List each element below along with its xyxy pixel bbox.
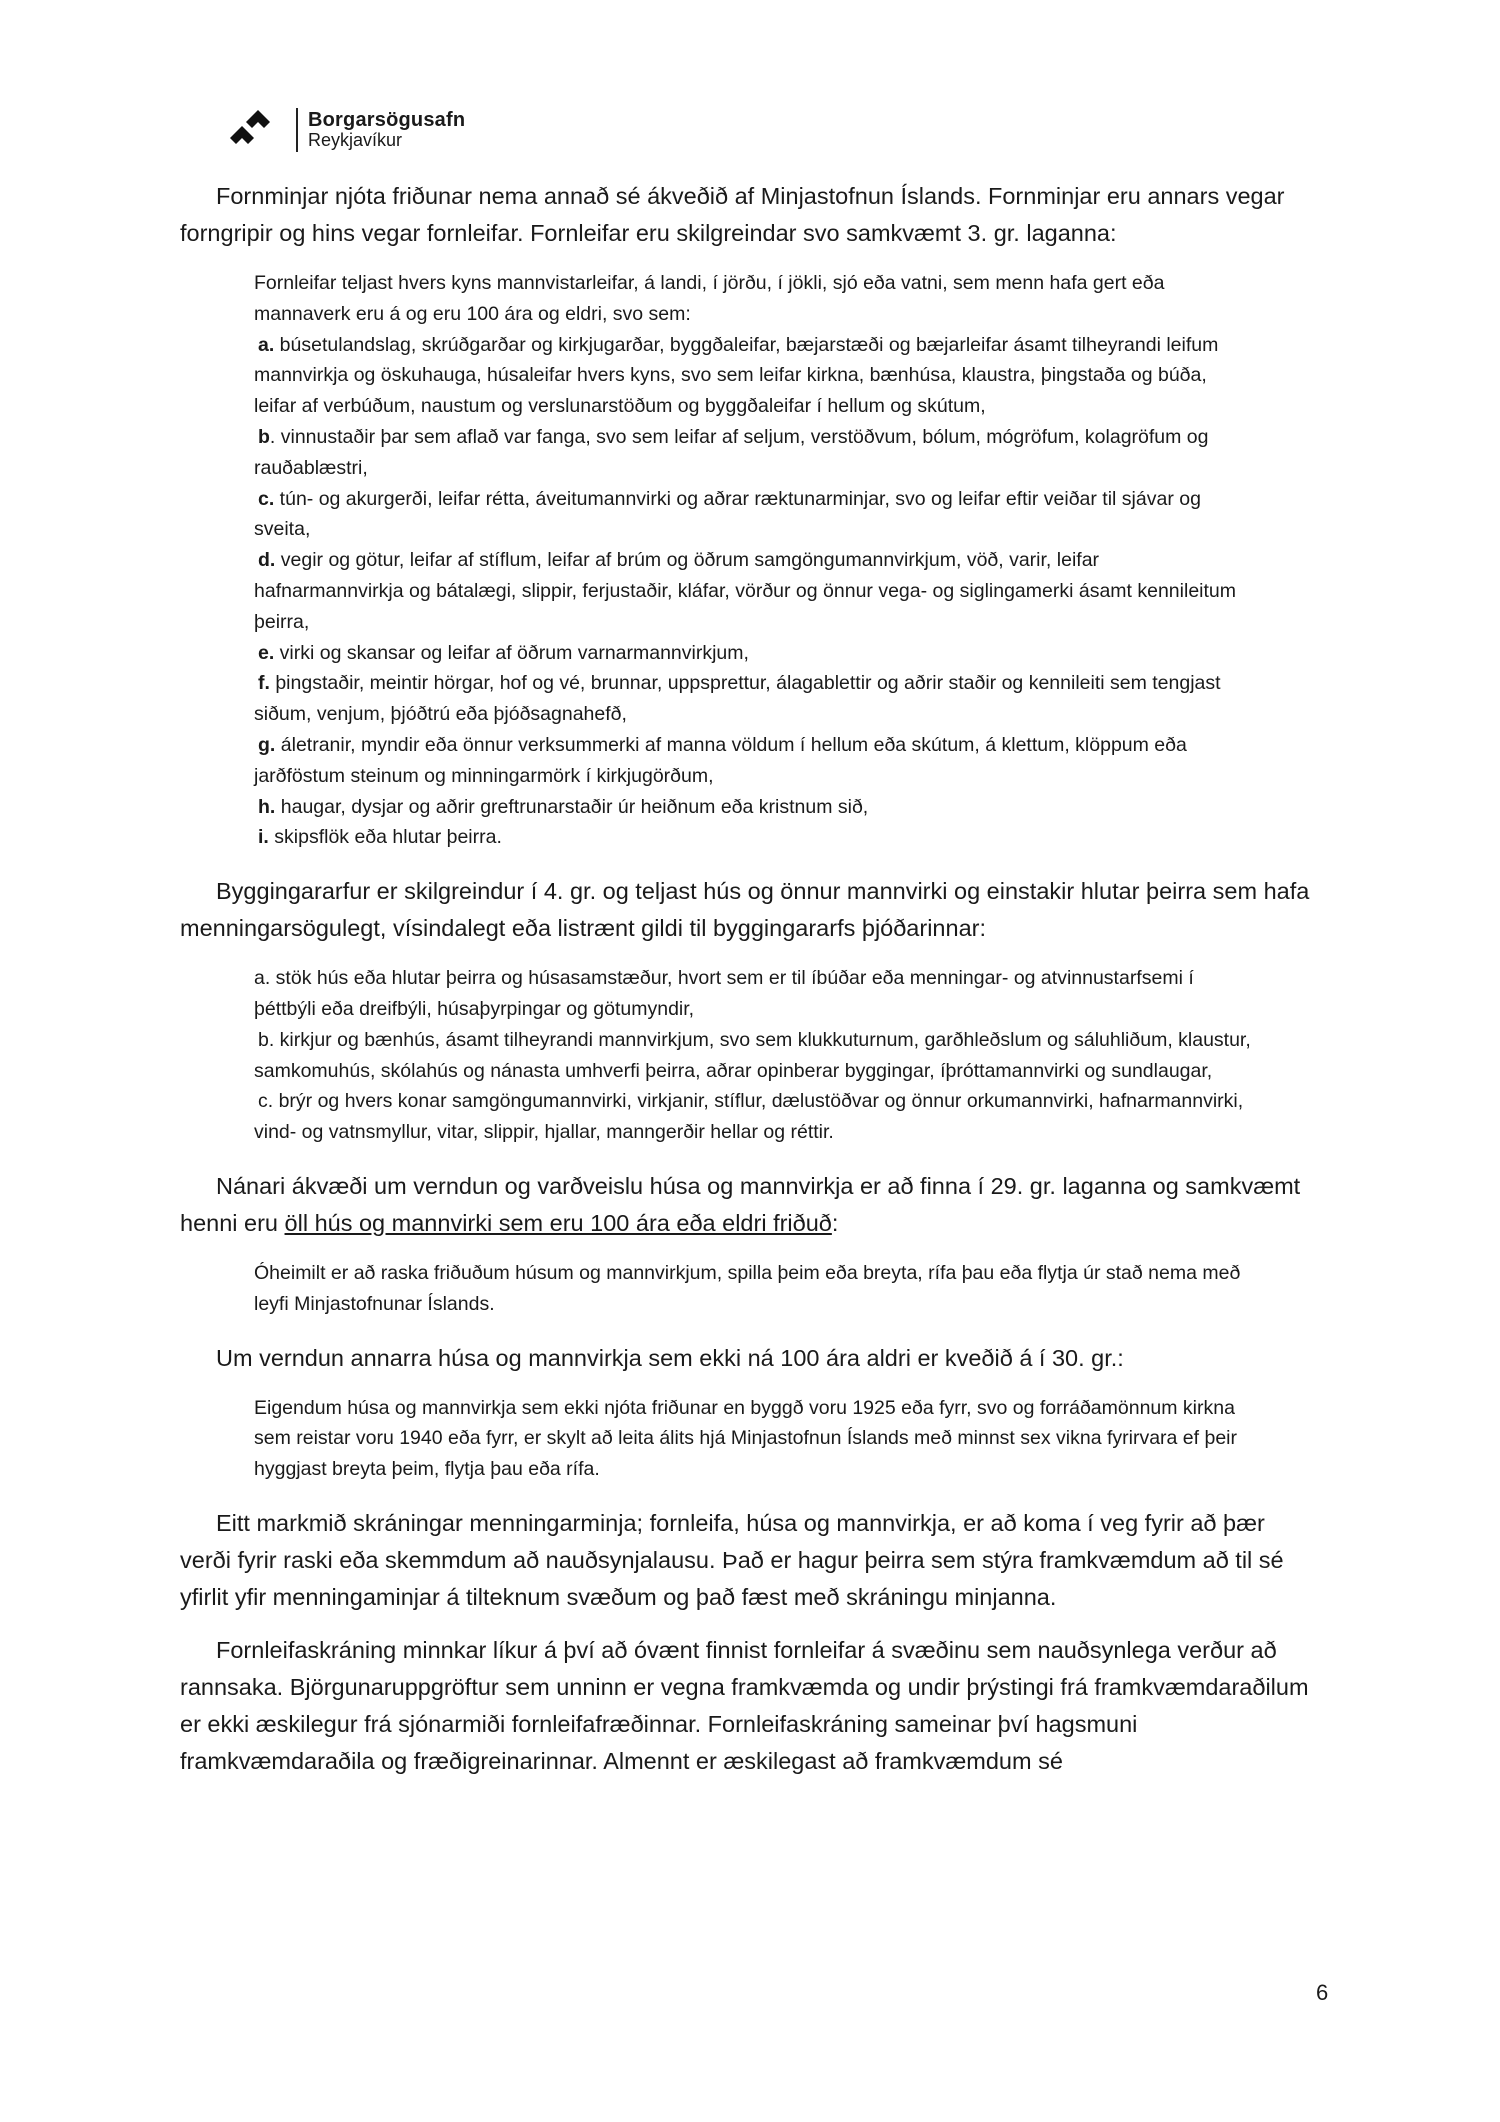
list-item-label: c.	[258, 487, 275, 510]
list-item-label: a.	[258, 333, 275, 356]
list-item	[254, 422, 1254, 484]
list-item-label: a.	[254, 967, 271, 990]
logo-city: Reykjavíkur	[308, 130, 403, 151]
list-item-label: b	[258, 425, 270, 448]
list-item-text: brýr og hvers konar samgöngumannvirki, virkjanir, stíflur, dælustöðvar og önnur orkumannvirki, hafnarmannvirki, vind- og vatnsmyllur, vitar, slippir, hjallar, manngerðir hellar og réttir.	[254, 1090, 1244, 1144]
paragraph-verndun-end: :	[831, 1209, 839, 1236]
list-item-label: i.	[258, 826, 269, 849]
document-body	[180, 178, 1320, 1796]
list-item-text: áletranir, myndir eða önnur verksummerki af manna völdum í hellum eða skútum, á klettum, klöppum eða jarðföstum steinum og minningarmörk í kirkjugörðum,	[254, 733, 1187, 787]
list-item-text: skipsflök eða hlutar þeirra.	[268, 826, 502, 849]
list-item-label: h.	[258, 795, 276, 818]
paragraph-markmid: Eitt markmið skráningar menningarminja; fornleifa, húsa og mannvirkja, er að koma í veg fyrir að þær verði fyrir raski eða skemmdum að nauðsynjalausu. Það er hagur þeirra sem stýra framkvæmdum að til sé yfirlit yfir menningaminjar á tilteknum svæðum og það fæst með skráningu minjanna.	[180, 1509, 1284, 1610]
list-item-label: g.	[258, 733, 276, 756]
logo-divider	[296, 108, 298, 152]
paragraph-byggingararfur: Byggingararfur er skilgreindur í 4. gr. og teljast hús og önnur mannvirki og einstakir hlutar þeirra sem hafa menningarsögulegt, vísindalegt eða listrænt gildi til byggingararfs þjóðarinnar:	[180, 878, 1310, 942]
list-item-label: c.	[258, 1090, 274, 1113]
list-item	[254, 1025, 1254, 1087]
list-item	[254, 1086, 1254, 1148]
list-item	[254, 638, 1254, 669]
list-item-text: haugar, dysjar og aðrir greftrunarstaðir úr heiðnum eða kristnum sið,	[275, 795, 869, 818]
list-item-text: búsetulandslag, skrúðgarðar og kirkjugarðar, byggðaleifar, bæjarstæði og bæjarleifar ásamt tilheyrandi leifum mannvirkja og öskuhauga, húsaleifar hvers kyns, svo sem leifar kirkna, bænhúsa, klaustra, þingstaða og búða, leifar af verbúðum, naustum og verslunarstöðum og byggðaleifar í hellum og skútum,	[254, 333, 1219, 418]
paragraph-fornleifaskraning: Fornleifaskráning minnkar líkur á því að óvænt finnist fornleifar á svæðinu sem nauðsynlega verður að rannsaka. Björgunaruppgröftur sem unninn er vegna framkvæmda og undir þrýstingi frá framkvæmdaraðilum er ekki æskilegur frá sjónarmiði fornleifafræðinnar. Fornleifaskráning sameinar því hagsmuni framkvæmdaraðila og fræðigreinarinnar. Almennt er æskilegast að framkvæmdum sé	[180, 1636, 1309, 1774]
paragraph-30-gr: Um verndun annarra húsa og mannvirkja sem ekki ná 100 ára aldri er kveðið á í 30. gr.:	[216, 1344, 1124, 1371]
borgarsogusafn-logo-icon	[228, 108, 284, 152]
list-item-text: kirkjur og bænhús, ásamt tilheyrandi mannvirkjum, svo sem klukkuturnum, garðhleðslum og sáluhliðum, klaustur, samkomuhús, skólahús og nánasta umhverfi þeirra, aðrar opinberar byggingar, íþróttamannvirki og sundlaugar,	[254, 1028, 1251, 1082]
list-item	[254, 545, 1254, 637]
quote-byggingararfur-list	[254, 963, 1254, 1148]
list-item	[254, 330, 1254, 422]
list-item-text: . vinnustaðir þar sem aflað var fanga, svo sem leifar af seljum, verstöðvum, bólum, mógröfum, kolagröfum og rauðablæstri,	[254, 425, 1209, 479]
page-number: 6	[1316, 1980, 1329, 2005]
header-logo	[228, 104, 465, 156]
quote-30-gr: Eigendum húsa og mannvirkja sem ekki njóta friðunar en byggð voru 1925 eða fyrr, svo og forráðamönnum kirkna sem reistar voru 1940 eða fyrr, er skylt að leita álits hjá Minjastofnun Íslands með minnst sex vikna fyrirvara ef þeir hyggjast breyta þeim, flytja þau eða rífa.	[254, 1396, 1237, 1481]
list-item-text: tún- og akurgerði, leifar rétta, áveitumannvirki og aðrar ræktunarminjar, svo og leifar eftir veiðar til sjávar og sveita,	[254, 487, 1201, 541]
list-item-text: stök hús eða hlutar þeirra og húsasamstæður, hvort sem er til íbúðar eða menningar- og atvinnustarfsemi í þéttbýli eða dreifbýli, húsaþyrpingar og götumyndir,	[254, 967, 1194, 1020]
list-item-text: virki og skansar og leifar af öðrum varnarmannvirkjum,	[274, 641, 749, 664]
quote-fornleifar-definition	[254, 268, 1254, 853]
list-item	[254, 730, 1254, 792]
list-item	[254, 822, 1254, 853]
list-item-label: b.	[258, 1028, 275, 1051]
underlined-phrase: öll hús og mannvirki sem eru 100 ára eða eldri friðuð	[284, 1209, 832, 1236]
list-item	[254, 668, 1254, 730]
quote-intro: Fornleifar teljast hvers kyns mannvistarleifar, á landi, í jörðu, í jökli, sjó eða vatni, sem menn hafa gert eða mannaverk eru á og eru 100 ára og eldri, svo sem:	[254, 272, 1165, 325]
list-item	[254, 484, 1254, 546]
list-item-label: e.	[258, 641, 275, 664]
paragraph-fornminjar: Fornminjar njóta friðunar nema annað sé ákveðið af Minjastofnun Íslands. Fornminjar eru annars vegar forngripir og hins vegar fornleifar. Fornleifar eru skilgreindar svo samkvæmt 3. gr. laganna:	[180, 183, 1285, 246]
list-item-text: þingstaðir, meintir hörgar, hof og vé, brunnar, uppsprettur, álagablettir og aðrir staðir og kennileiti sem tengjast siðum, venjum, þjóðtrú eða þjóðsagnahefð,	[254, 672, 1221, 726]
list-item-label: f.	[258, 672, 270, 695]
quote-29-gr: Óheimilt er að raska friðuðum húsum og mannvirkjum, spilla þeim eða breyta, rífa þau eða flytja úr stað nema með leyfi Minjastofnunar Íslands.	[254, 1261, 1241, 1315]
paragraph-verndun-text: Nánari ákvæði um verndun og varðveislu húsa og mannvirkja er að finna í 29. gr. laganna og samkvæmt henni eru	[180, 1172, 1301, 1236]
list-item	[254, 963, 1254, 1025]
list-item-text: vegir og götur, leifar af stíflum, leifar af brúm og öðrum samgöngumannvirkjum, vöð, varir, leifar hafnarmannvirkja og bátalægi, slippir, ferjustaðir, kláfar, vörður og önnur vega- og siglingamerki ásamt kennileitum þeirra,	[254, 549, 1236, 633]
list-item-label: d.	[258, 549, 276, 572]
list-item	[254, 792, 1254, 823]
paragraph-verndun	[180, 1168, 1320, 1242]
logo-name: Borgarsögusafn	[308, 109, 466, 132]
